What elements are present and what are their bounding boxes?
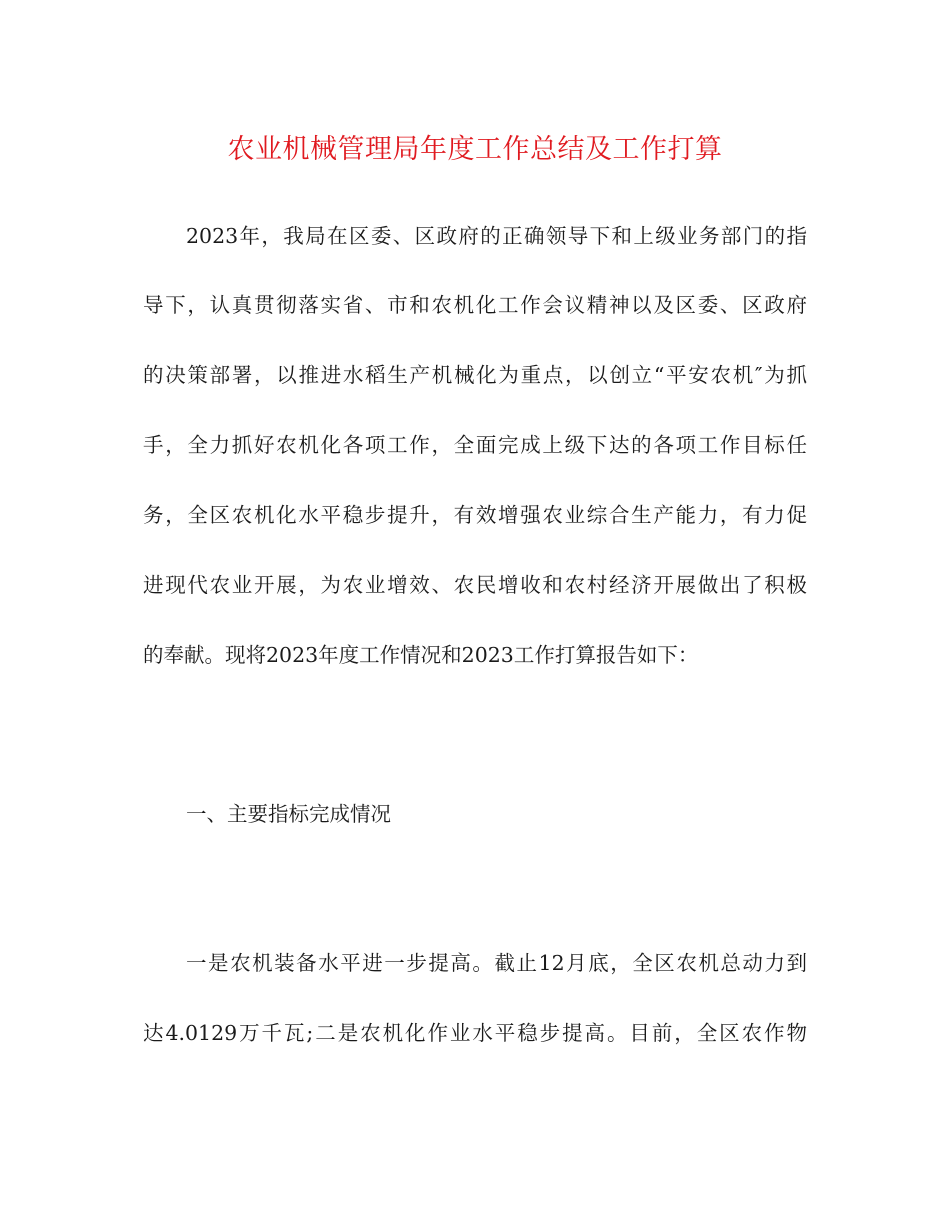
intro-line-5: 务，全区农机化水平稳步提升，有效增强农业综合生产能力，有力促 [143, 503, 807, 527]
section-line-1: 一是农机装备水平进一步提高。截止12月底，全区农机总动力到 [186, 951, 807, 975]
intro-line-3: 的决策部署，以推进水稻生产机械化为重点，以创立“平安农机″为抓 [143, 363, 807, 387]
document-title: 农业机械管理局年度工作总结及工作打算 [227, 134, 723, 165]
section-heading: 一、主要指标完成情况 [186, 802, 391, 826]
intro-line-4: 手，全力抓好农机化各项工作，全面完成上级下达的各项工作目标任 [143, 433, 807, 457]
intro-line-7: 的奉献。现将2023年度工作情况和2023工作打算报告如下： [143, 643, 699, 667]
intro-line-2: 导下，认真贯彻落实省、市和农机化工作会议精神以及区委、区政府 [143, 293, 807, 317]
section-line-2: 达4.0129万千瓦;二是农机化作业水平稳步提高。目前，全区农作物 [143, 1021, 807, 1045]
intro-line-6: 进现代农业开展，为农业增效、农民增收和农村经济开展做出了积极 [143, 573, 807, 597]
intro-line-1: 2023年，我局在区委、区政府的正确领导下和上级业务部门的指 [186, 224, 807, 248]
